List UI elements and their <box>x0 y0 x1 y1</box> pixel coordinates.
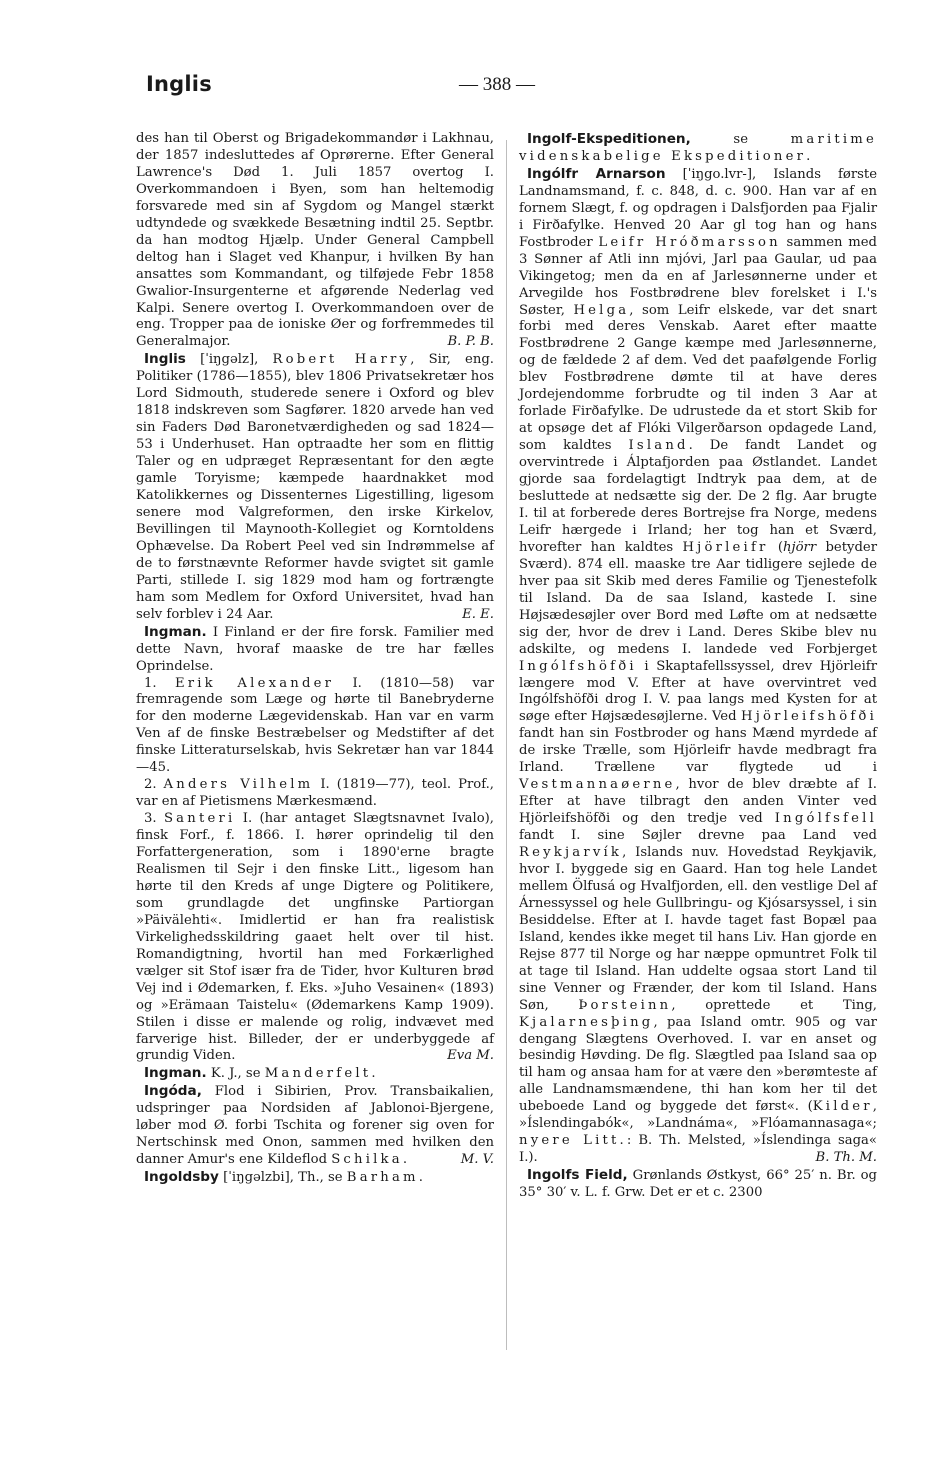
headword: Ingolf-Ekspeditionen, <box>527 131 691 147</box>
spaced-name: Santeri <box>163 811 236 827</box>
entry-text: , »Íslendingabók«, »Landnáma«, »Flóamannasaga«; <box>519 1099 877 1132</box>
entry-text: , hvor de blev dræbte af I. Efter at have tilbragt den anden Vinter ved Hjörleifshöfði og den tredje ved <box>519 777 877 827</box>
spaced-name: Kjalarnesþing <box>519 1014 654 1030</box>
entry-text: sammen med 3 Sønner af Atli inn mjóvi, Jarl paa Gaular, ud paa Vikingetog; men da en af Jarlesønnerne under et Arvegilde hos Fostbrødrene blev forelsket i I.'s Søster, <box>519 234 877 318</box>
punctuation: . <box>402 1152 408 1168</box>
spaced-name: Ingólfshöfði <box>519 658 637 674</box>
right-column <box>519 131 877 1202</box>
spaced-name: Hjörleifshöfði <box>741 709 877 725</box>
entry-text: , som Leifr elskede, var det snart forbi med deres Venskab. Aaret efter maatte Fostbrødrene 2 Gange kæmpe med Jarlesønnerne, og de fældede 2 af dem. Ved det paafølgende Forlig blev Fostbrødrene dømte til at have deres Jordejendomme forbrudte og til inden 3 Aar at forlade Firðafylke. De udrustede da et stort Skib for at opsøge det af Flóki Vilgerðarson opdagede Land, som kaldtes <box>519 302 877 454</box>
spaced-name: Island <box>628 438 689 454</box>
punctuation: . <box>806 148 811 164</box>
headword: Ingólfr Arnarson <box>527 165 666 182</box>
spaced-name: Hjörleifr <box>682 539 769 555</box>
entry-ingman-sub-2 <box>136 777 494 811</box>
entry-inglis-robert <box>136 351 494 623</box>
page-header <box>0 72 928 104</box>
entry-inglis-continuation <box>136 131 494 351</box>
spaced-name: Kilder <box>812 1099 873 1115</box>
entry-text: I Finland er der fire forsk. Familier med dette Navn, hvoraf maaske de tre har fælles Oprindelse. <box>136 624 494 674</box>
entry-text: I. (1819—77), teol. Prof., var en af Pietismens Mærkesmænd. <box>136 777 494 810</box>
spaced-name: Ingólfsfell <box>774 811 877 827</box>
entry-text: , oprettede et Ting, <box>671 997 877 1013</box>
entry-text: , Sir, eng. Politiker (1786—1855), blev 1806 Privatsekretær hos Lord Sidmouth, studerede senere i Oxford og blev 1818 indskreven som Sagfører. 1820 arvede han ved sin Faders Død Baronetværdigheden og sad 1824—53 i Underhuset. Han optraadte her som en flittig Taler og en udpræget Repræsentant for den ægte gamle Toryisme; kæmpede haardnakket mod Katolikkernes og Dissenternes Ligestilling, ligesom senere mod Valgreformen, den irske Kirkelov, Bevillingen til Maynooth-Kollegiet og Korntoldens Ophævelse. Da Robert Peel ved sin Indrømmelse af de to førstnævnte Reformer havde svigtet sit gamle Parti, stillede I. sig 1829 mod ham og fortrængte ham som Medlem for Oxford Universitet, hvad han selv forblev i 24 Aar. <box>136 352 494 622</box>
spaced-name: Leifr Hróðmarsson <box>598 234 781 250</box>
entry-text: . De fandt Landet og overvintrede i Álptafjorden paa Østlandet. Landet gjorde saa fordelagtigt Indtryk paa dem, at de besluttede at nedsætte sig der. De 2 flg. Aar brugte I. til at forberede deres Bortrejse fra Norge, medens Leifr hærgede i Irland; her tog han et Sværd, hvorefter han kaldtes <box>519 438 877 555</box>
entry-text: : B. Th. Melsted, »Íslendinga saga« I.). <box>519 1133 877 1166</box>
italic-term: hjörr <box>783 539 817 555</box>
page-number: — 388 — <box>459 74 535 95</box>
entry-text: Grønlands Østkyst, 66° 25′ n. Br. og 35° 30′ v. L. f. Grw. Det er et c. 2300 <box>519 1168 877 1201</box>
headword: Inglis <box>144 351 186 368</box>
headword: Ingóda, <box>144 1083 202 1100</box>
headword: Ingman. <box>144 623 207 640</box>
entry-text: I. (1810—58) var fremragende som Læge og hørte til Banebryderne for den moderne Lægevidenskab. Han var en varm Ven af de finske Bestræbelser og Medstifter af det finske Litteraturselskab, hvis Sekretær han var 1844—45. <box>136 675 494 776</box>
punctuation: . <box>418 1170 423 1186</box>
punctuation: . <box>371 1066 376 1082</box>
author-signature: B. Th. M. <box>815 1150 877 1166</box>
entry-text: [ˈiŋgəlzbi], Th., se <box>218 1170 347 1186</box>
entry-ingolfr-arnarson <box>519 166 877 1167</box>
column-divider <box>506 140 507 1350</box>
spaced-name: Robert Harry <box>272 352 411 368</box>
entry-ingman <box>136 624 494 676</box>
author-signature: Eva M. <box>447 1048 494 1064</box>
spaced-name: Vestmannaøerne <box>519 777 676 793</box>
entry-text: , Islands nuv. Hovedstad Reykjavik, hvor I. byggede sig en Gaard. Han tog hele Landet mellem Ölfusá og Hvalfjorden, ell. den vestlige Del af Árnessyssel og hele Gullbringu- og Kjósarsyssel, i sin Besiddelse. Efter at I. havde taget fast Bopæl paa Island, kendes ikke meget til hans Liv. Han gjorde en Rejse 877 til Norge og har næppe opmuntret Folk til at tage til Island. Han uddelte ogsaa stort Land til sine Venner og Frænder, der kom til Island. Hans Søn, <box>519 845 877 1013</box>
entry-text: Flod i Sibirien, Prov. Transbaikalien, udspringer paa Nordsiden af Jablonoi-Bjergene, løber mod Ø. forbi Tschita og forener sig oven for Nertschinsk med Onon, sammen med hvilken den danner Amur's ene Kildeflod <box>136 1084 494 1168</box>
entry-text: fandt I. sine Søjler drevne paa Land ved <box>519 828 877 844</box>
item-number: 1. <box>144 675 175 691</box>
spaced-name: Þorsteinn <box>578 997 672 1013</box>
pronunciation: [ˈiŋgəlz], <box>185 352 273 368</box>
author-signature: B. P. B. <box>447 334 494 350</box>
spaced-name: Erik Alexander <box>174 675 335 691</box>
entry-text: betyder Sværd). 874 ell. maaske tre Aar tidligere sejlede de hver paa sit Skib med deres Familie og Tjenestefolk til Island. Da de saa Island, kastede I. sine Højsædesøjler over Bord med Løfte om at nedsætte sig der, hvor de drev i Land. Deres Skibe blev nu adskilte, og medens I. landede ved Forbjerget <box>519 539 878 657</box>
entry-text: I. (har antaget Slægtsnavnet Ivalo), finsk Forf., f. 1866. I. hører oprindelig til den Forfattergeneration, som i 1890'erne bragte Realismen til Sejr i den finske Litt., ligesom han hørte til den Kreds af unge Digtere og Politikere, som grundlagde det ungfinske Partiorgan »Päivälehti«. Imidlertid er han fra realistisk Virkelighedsskildring gaaet helt over til hist. Romandigtning, hvortil han med Forkærlighed vælger sit Stof især fra de Tider, hvor Kulturen brød Vej ind i Ødemarken, f. Eks. »Juho Vesainen« (1893) og »Erämaan Taistelu« (Ødemarkens Kamp 1909). Stilen i disse er malende og rolig, indvævet med farverige hist. Billeder, der er underbyggede af grundig Viden. <box>136 811 494 1064</box>
running-head: Inglis <box>146 72 212 96</box>
cross-reference: Barham <box>346 1170 419 1186</box>
entry-ingoda <box>136 1083 494 1169</box>
item-number: 3. <box>144 811 164 827</box>
entry-ingman-sub-1 <box>136 676 494 778</box>
author-signature: M. V. <box>460 1152 494 1168</box>
entry-text: se <box>690 132 791 147</box>
entry-text: ( <box>768 539 783 555</box>
spaced-name: Anders Vilhelm <box>163 777 314 793</box>
entry-text: fandt han sin Fostbroder og hans Mænd myrdede af de irske Trælle, som Hjörleifr havde medbragt fra Irland. Trællene var flygtede ud i <box>519 726 877 776</box>
spaced-name: Helga <box>573 302 630 318</box>
entry-text: des han til Oberst og Brigadekommandør i Lakhnau, der 1857 indesluttedes af Oprørerne. Efter General Lawrence's Død 1. Juli 1857 overtog I. Overkommandoen i Byen, som han heltemodig forsvarede med sin af Sygdom og Mangel stærkt udtyndede og svækkede Besætning indtil 25. Septbr. da han modtog Hjælp. Under General Campbell deltog han i Slaget ved Khanpur, i hvilken By han ansattes som Kommandant, og tilføjede Febr 1858 Gwalior-Insurgenterne et afgørende Nederlag ved Kalpi. Senere overtog I. Overkommandoen over de eng. Tropper paa de ioniske Øer og forfremmedes til Generalmajor. <box>136 131 494 350</box>
headword: Ingolfs Field, <box>527 1167 628 1184</box>
entry-text: i Skaptafellssyssel, drev Hjörleifr længere mod V. Efter at have overvintret ved Ingólfshöfði drog I. V. paa langs med Kysten for at søge efter Højsædesøjlerne. Ved <box>519 658 877 725</box>
headword: Ingoldsby <box>144 1169 219 1186</box>
entry-text: K. J., se <box>206 1066 265 1082</box>
cross-reference: Schilka <box>331 1152 403 1168</box>
spaced-name: nyere Litt. <box>519 1133 627 1149</box>
entry-ingoldsby <box>136 1169 494 1187</box>
cross-reference: maritime videnskabelige Ekspeditioner <box>519 132 877 164</box>
entry-ingman-sub-3 <box>136 811 494 1065</box>
item-number: 2. <box>144 777 164 793</box>
spaced-name: Reykjarvík <box>519 845 623 861</box>
entry-ingolfs-field <box>519 1167 877 1202</box>
left-column <box>136 131 494 1187</box>
headword: Ingman. <box>144 1065 207 1082</box>
entry-ingman-kj <box>136 1065 494 1083</box>
entry-ingolf-ekspeditionen <box>519 131 877 166</box>
entry-text: , paa Island omtr. 905 og var dengang Slægtens Overhoved. I. var en anset og besindig Høvding. De flg. Slægtled paa Island saa op til ham og ansaa ham for at være den »berømteste af alle Landnamsmændene, thi han kom her til det ubeboede Land og byggede det først«. ( <box>519 1014 877 1115</box>
author-signature: E. E. <box>462 606 494 622</box>
cross-reference: Manderfelt <box>264 1066 372 1082</box>
entry-text: [ˈiŋgo.lvr-], Islands første Landnamsmand, f. c. 848, d. c. 900. Han var af en fornem Slægt, f. og opdragen i Dalsfjorden paa Fjalir i Firðafylke. Henved 20 Aar gl tog han og hans Fostbroder <box>519 166 877 250</box>
